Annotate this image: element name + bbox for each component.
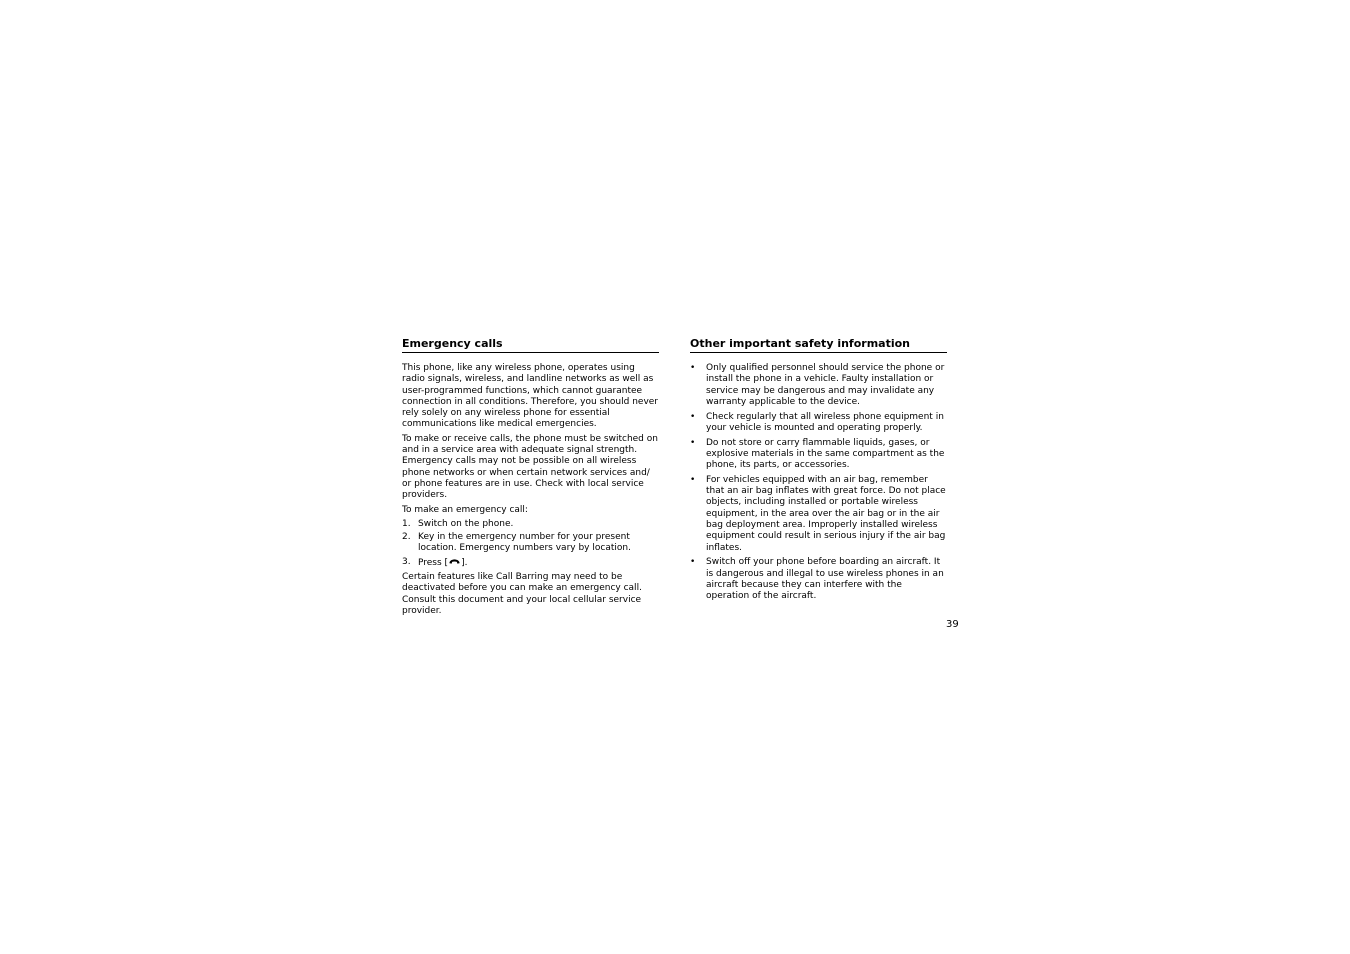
list-item [690,475,947,554]
page-number: 39 [946,619,959,630]
step-text: Key in the emergency number for your present location. Emergency numbers vary by location. [418,532,631,554]
step-text-before: Press [ [418,557,449,568]
safety-heading: Other important safety information [690,337,947,353]
step-number: 1. [402,518,411,529]
step-text-after: ]. [461,557,468,568]
emergency-steps-list [402,519,659,569]
step-item [402,519,659,530]
step-number: 2. [402,532,411,543]
list-item-text: For vehicles equipped with an air bag, remember that an air bag inflates with great force. Do not place objects, including installed or portable wireless equipment, in the area over the air bag or in the air bag deployment area. Improperly installed wireless equipment could result in serious injury if the air bag inflates. [706,474,946,553]
emergency-calls-section [402,337,659,620]
step-text: Switch on the phone. [418,518,514,529]
step-item [402,557,659,569]
emergency-intro: To make an emergency call: [402,504,528,515]
step-item [402,532,659,555]
call-send-icon [448,557,461,566]
bullet-icon: • [690,437,696,448]
list-item [690,412,947,435]
emergency-paragraph-3: Certain features like Call Barring may need to be deactivated before you can make an emergency call. Consult this document and your local cellular service provider. [402,572,642,616]
list-item [690,438,947,472]
step-number: 3. [402,556,411,567]
list-item-text: Switch off your phone before boarding an aircraft. It is dangerous and illegal to use wireless phones in an aircraft because they can interfere with the operation of the aircraft. [706,557,944,602]
emergency-paragraph-2: To make or receive calls, the phone must be switched on and in a service area with adequate signal strength. Emergency calls may not be possible on all wireless phone networks or when certain network services and/ or phone features are in use. Check with local service providers. [402,433,658,501]
bullet-icon: • [690,363,696,373]
safety-list [690,363,947,603]
bullet-icon: • [690,557,696,568]
list-item-text: Do not store or carry flammable liquids, gases, or explosive materials in the same compartment as the phone, its parts, or accessories. [706,437,945,471]
list-item [690,557,947,602]
emergency-calls-heading: Emergency calls [402,337,659,353]
list-item [690,363,947,408]
safety-information-section [690,337,947,606]
emergency-paragraph-1: This phone, like any wireless phone, operates using radio signals, wireless, and landline networks as well as user-programmed functions, which cannot guarantee connection in all conditions. Therefore, you should never rely solely on any wireless phone for essential communications like medical emergencies. [402,363,659,430]
list-item-text: Only qualified personnel should service the phone or install the phone in a vehicle. Faulty installation or service may be dangerous and may invalidate any warranty applicable to the device. [706,363,945,407]
bullet-icon: • [690,411,696,422]
list-item-text: Check regularly that all wireless phone equipment in your vehicle is mounted and operating properly. [706,411,944,433]
bullet-icon: • [690,474,696,485]
